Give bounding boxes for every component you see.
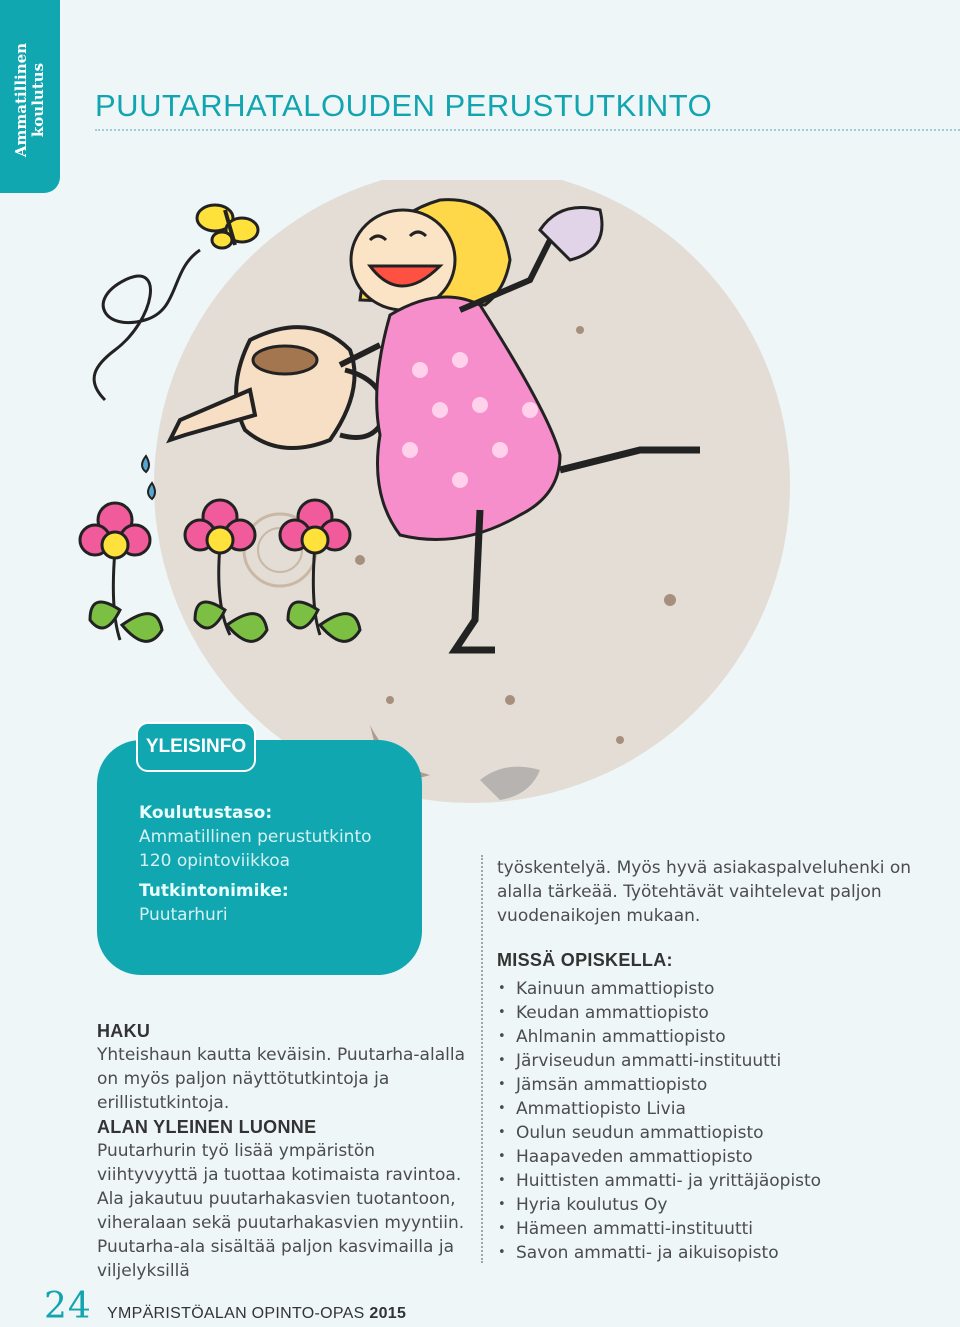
haku-heading: HAKU	[97, 1021, 151, 1041]
luonne-continuation	[497, 856, 937, 928]
list-item: • Keudan ammattiopisto	[497, 1001, 937, 1025]
list-item: • Hämeen ammatti-instituutti	[497, 1217, 937, 1241]
title-divider	[95, 129, 960, 131]
degree-title-label: Tutkintonimike:	[139, 881, 289, 901]
list-item: • Haapaveden ammattiopisto	[497, 1145, 937, 1169]
page-title: PUUTARHATALOUDEN PERUSTUTKINTO	[95, 88, 713, 123]
list-item: • Ahlmanin ammattiopisto	[497, 1025, 937, 1049]
luonne-section	[97, 1115, 477, 1283]
publication-year: 2015	[369, 1305, 407, 1322]
list-item: • Järviseudun ammatti-instituutti	[497, 1049, 937, 1073]
column-divider	[481, 855, 483, 1263]
luonne-text: Puutarhurin työ lisää ympäristön viihtyvyyttä ja tuottaa kotimaista ravintoa. Ala jakautuu puutarhakasvien tuotantoon, viheralaan sekä puutarhakasvien myyntiin. Puutarha-ala sisältää paljon kasvimailla ja viljelyksillä	[97, 1141, 465, 1281]
luonne-continuation-text: työskentelyä. Myös hyvä asiakaspalveluhenki on alalla tärkeää. Työtehtävät vaihtelevat paljon vuodenaikojen mukaan.	[497, 858, 912, 926]
haku-section	[97, 1019, 487, 1115]
page-number: 24	[44, 1286, 92, 1327]
list-item: • Savon ammatti- ja aikuisopisto	[497, 1241, 937, 1265]
footer-publication	[107, 1305, 406, 1323]
list-item: • Hyria koulutus Oy	[497, 1193, 937, 1217]
side-tab	[0, 0, 60, 193]
info-content	[139, 801, 372, 927]
list-item: • Ammattiopisto Livia	[497, 1097, 937, 1121]
school-list	[497, 977, 937, 1265]
education-level-value: Ammatillinen perustutkinto	[139, 827, 372, 847]
missa-heading: MISSÄ OPISKELLA:	[497, 950, 673, 970]
side-tab-label: Ammatillinen koulutus	[12, 42, 47, 158]
haku-text: Yhteishaun kautta keväisin. Puutarha-alalla on myös paljon näyttötutkintoja ja erillistutkintoja.	[97, 1045, 465, 1113]
list-item: • Kainuun ammattiopisto	[497, 977, 937, 1001]
list-item: • Huittisten ammatti- ja yrittäjäopisto	[497, 1169, 937, 1193]
publication-name: YMPÄRISTÖALAN OPINTO-OPAS	[107, 1305, 365, 1322]
list-item: • Oulun seudun ammattiopisto	[497, 1121, 937, 1145]
missa-section	[497, 948, 937, 1265]
butterfly-icon	[197, 205, 258, 248]
degree-title-value: Puutarhuri	[139, 905, 228, 925]
list-item: • Jämsän ammattiopisto	[497, 1073, 937, 1097]
luonne-heading: ALAN YLEINEN LUONNE	[97, 1117, 317, 1137]
study-weeks-value: 120 opintoviikkoa	[139, 851, 291, 871]
info-tab: YLEISINFO	[136, 722, 256, 772]
flower-icon	[80, 503, 162, 641]
education-level-label: Koulutustaso:	[139, 803, 273, 823]
